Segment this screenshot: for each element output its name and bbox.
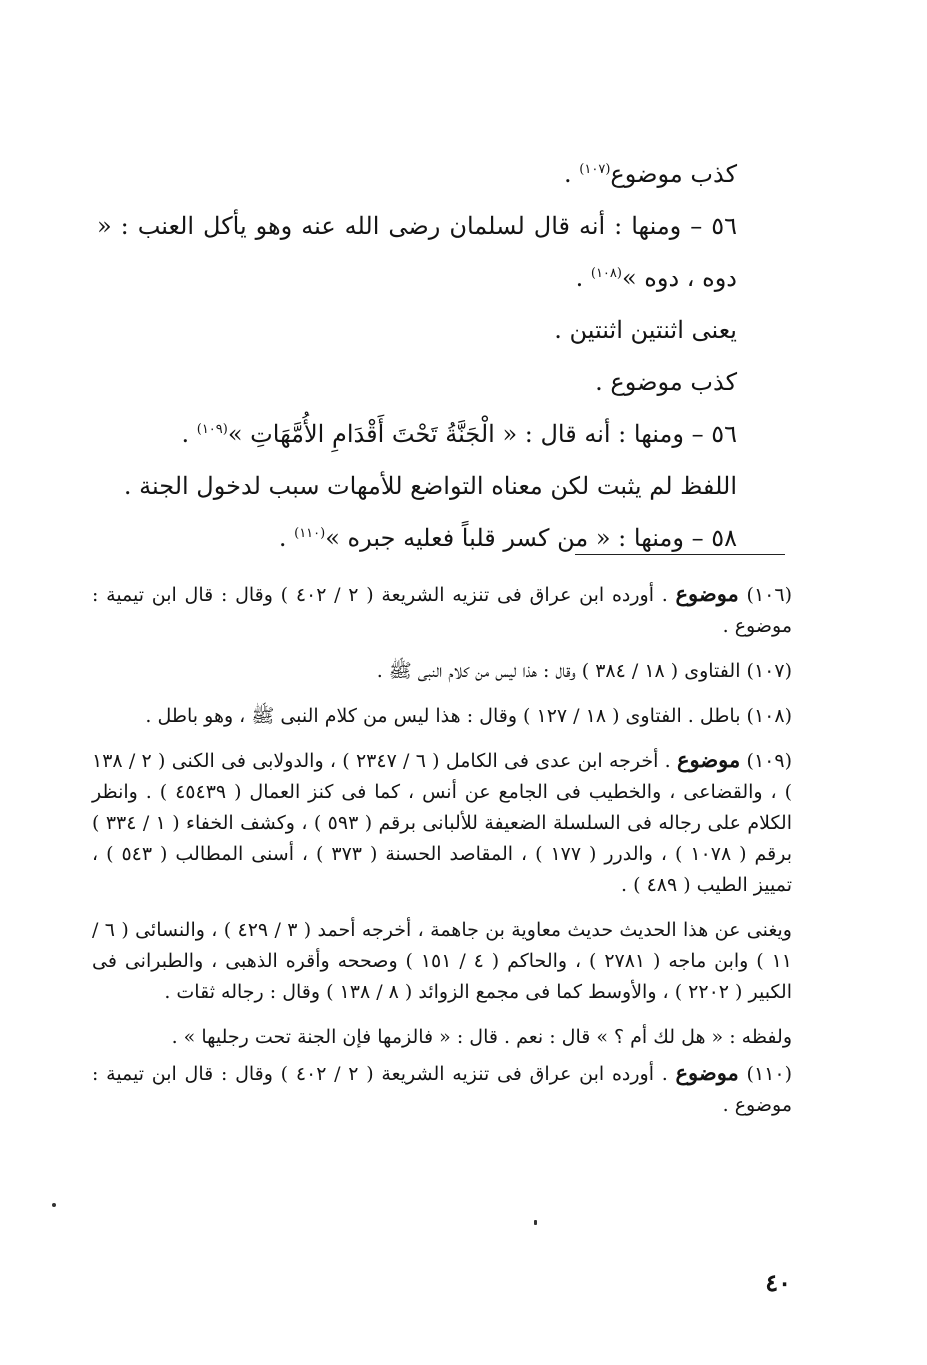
scan-speck <box>52 1203 56 1207</box>
footnote-109-continued: ويغنى عن هذا الحديث حديث معاوية بن جاهمة ، أخرجه أحمد ( ٣ / ٤٢٩ ) ، والنسائى ( ٦ / ١١ ) وابن ماجه ( ٢٧٨١ ) ، والحاكم ( ٤ / ١٥١ ) وصححه وأقره الذهبى ، والطبرانى فى الكبير ( ٢٢٠٢ ) ، والأوسط كما فى مجمع الزوائد ( ٨ / ١٣٨ ) وقال : رجاله ثقات . <box>92 919 792 1003</box>
explanation-line: يعنى اثنتين اثنتين . <box>554 316 737 344</box>
footnote-109: (١٠٩) موضوع . أخرجه ابن عدى فى الكامل ( ٦ / ٢٣٤٧ ) ، والدولابى فى الكنى ( ٢ / ١٣٨ ) ، والقضاعى ، والخطيب فى الجامع عن أنس ، كما فى كنز العمال ( ٤٥٤٣٩ ) . وانظر الكلام على رجاله فى السلسلة الضعيفة للألبانى برقم ( ٥٩٣ ) ، وكشف الخفاء ( ١ / ٣٣٤ ) برقم ( ١٠٧٨ ) ، والدرر ( ١٧٧ ) ، المقاصد الحسنة ( ٣٧٣ ) ، أسنى المطالب ( ٥٤٣ ) ، تمييز الطيب ( ٤٨٩ ) . <box>92 747 793 896</box>
footnote-109-wording: ولفظه : « هل لك أم ؟ » قال : نعم . قال : « فالزمها فإن الجنة تحت رجليها » . <box>171 1026 792 1048</box>
footnote-ref[interactable]: (١٠٩) <box>196 422 228 437</box>
page-number: ٤٠ <box>765 1268 791 1297</box>
hadith-58: ٥٨ – ومنها : « من كسر قلباً فعليه جبره »$^{(١١٠)}$ . <box>278 524 737 552</box>
comment-line: اللفظ لم يثبت لكن معناه التواضع للأمهات سبب لدخول الجنة . <box>123 472 737 500</box>
hadith-56-paradise: ٥٦ – ومنها : أنه قال : « الْجَنَّةُ تَحْتَ أَقْدَامِ الأُمَّهَاتِ »$^{(١٠٩)}$ . <box>181 420 737 448</box>
footnote-divider <box>575 554 785 555</box>
verdict-line: كذب موضوع . <box>595 368 737 396</box>
footnote-107: (١٠٧) الفتاوى ( ١٨ / ٣٨٤ ) وقال : هذا ليس من كلام النبى ﷺ . <box>376 660 792 682</box>
scan-speck <box>534 1220 537 1225</box>
main-text <box>97 148 737 564</box>
footnote-ref[interactable]: (١٠٧) <box>579 162 611 177</box>
footnote-108: (١٠٨) باطل . الفتاوى ( ١٨ / ١٢٧ ) وقال : هذا ليس من كلام النبى ﷺ ، وهو باطل . <box>145 705 792 727</box>
footnote-106: (١٠٦) موضوع . أورده ابن عراق فى تنزيه الشريعة ( ٢ / ٤٠٢ ) وقال : قال ابن تيمية : موضوع . <box>92 581 792 637</box>
hadith-56-grapes: ٥٦ – ومنها : أنه قال لسلمان رضى الله عنه وهو يأكل العنب : « دوه ، دوه »$^{(١٠٨)}$ . <box>97 212 737 292</box>
main-line-1: كذب موضوع$^{(١٠٧)}$ . <box>564 160 737 188</box>
footnote-ref[interactable]: (١٠٨) <box>590 266 622 281</box>
footnote-ref[interactable]: (١١٠) <box>294 526 326 541</box>
footnotes <box>92 578 792 1133</box>
footnote-110: (١١٠) موضوع . أورده ابن عراق فى تنزيه الشريعة ( ٢ / ٤٠٢ ) وقال : قال ابن تيمية : موضوع . <box>92 1060 792 1116</box>
